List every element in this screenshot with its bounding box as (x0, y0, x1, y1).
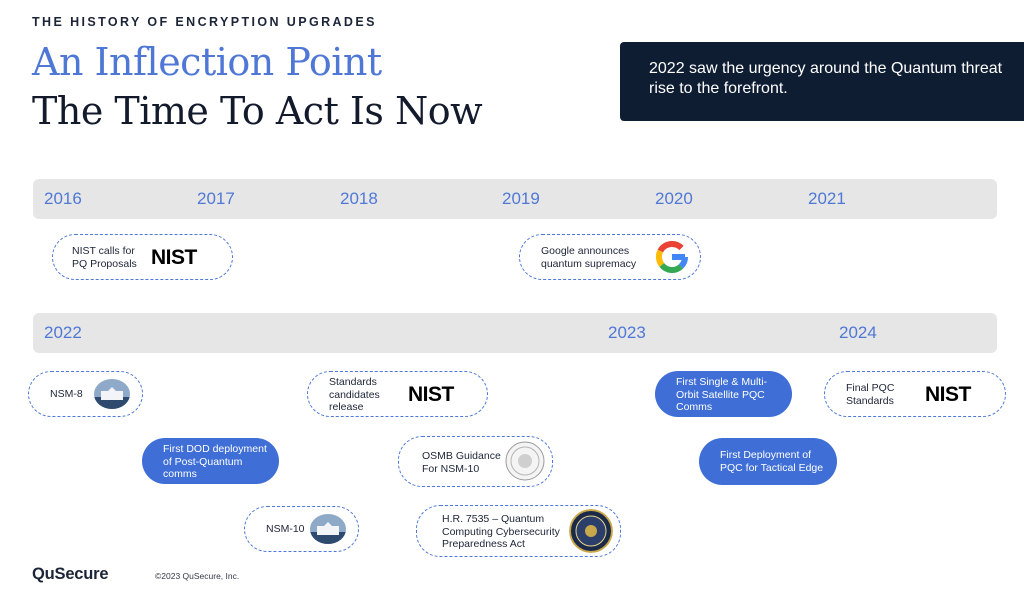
event-osmb-guidance (398, 436, 553, 487)
event-label: OSMB Guidance For NSM-10 (422, 450, 501, 475)
event-satellite-pqc-comms (655, 371, 792, 417)
year-2018: 2018 (340, 189, 378, 208)
google-logo-icon (655, 240, 689, 274)
svg-text:NIST: NIST (151, 247, 197, 267)
section-kicker: THE HISTORY OF ENCRYPTION UPGRADES (32, 15, 377, 29)
event-label: NSM-8 (50, 388, 83, 400)
year-bar-2022-2024 (33, 313, 997, 353)
white-house-icon (310, 514, 346, 544)
event-label: Standards candidates release (329, 376, 380, 413)
callout-text: 2022 saw the urgency around the Quantum threat rise to the forefront. (649, 60, 1003, 97)
nist-logo-icon (408, 384, 476, 404)
event-label: NSM-10 (266, 523, 305, 535)
copyright-text: ©2023 QuSecure, Inc. (155, 571, 240, 581)
year-2022: 2022 (44, 323, 82, 342)
qusecure-logo: QuSecure (32, 565, 109, 583)
year-2023: 2023 (608, 323, 646, 342)
event-label: First DOD deployment of Post-Quantum comms (163, 443, 267, 480)
omb-seal-icon (505, 441, 545, 481)
event-label: H.R. 7535 – Quantum Computing Cybersecurity Preparedness Act (442, 513, 560, 550)
event-nsm-10 (244, 506, 359, 552)
event-standards-candidates-release (307, 371, 488, 417)
nist-logo-icon (925, 384, 993, 404)
callout-box (620, 42, 1024, 121)
year-bar-2016-2021 (33, 179, 997, 219)
event-label: NIST calls for PQ Proposals (72, 245, 137, 270)
event-label: First Single & Multi-Orbit Satellite PQC Comms (676, 376, 768, 413)
event-nist-pq-proposals (52, 234, 233, 280)
event-label: Final PQC Standards (846, 382, 895, 407)
event-nsm-8 (28, 371, 143, 417)
event-first-dod-deployment (142, 438, 279, 484)
page-title-line1: An Inflection Point (32, 40, 382, 84)
svg-text:NIST: NIST (925, 384, 971, 404)
year-2017: 2017 (197, 189, 235, 208)
year-2019: 2019 (502, 189, 540, 208)
svg-text:NIST: NIST (408, 384, 454, 404)
event-final-pqc-standards (824, 371, 1006, 417)
year-2016: 2016 (44, 189, 82, 208)
event-hr-7535 (416, 505, 621, 557)
event-google-quantum-supremacy (519, 234, 701, 280)
white-house-icon (94, 379, 130, 409)
presidential-seal-icon (569, 509, 613, 553)
event-label: First Deployment of PQC for Tactical Edge (720, 449, 824, 474)
page-title-line2: The Time To Act Is Now (32, 89, 483, 133)
year-2020: 2020 (655, 189, 693, 208)
year-2021: 2021 (808, 189, 846, 208)
event-label: Google announces quantum supremacy (541, 245, 637, 270)
nist-logo-icon (151, 247, 219, 267)
year-2024: 2024 (839, 323, 877, 342)
event-pqc-tactical-edge (699, 438, 837, 485)
